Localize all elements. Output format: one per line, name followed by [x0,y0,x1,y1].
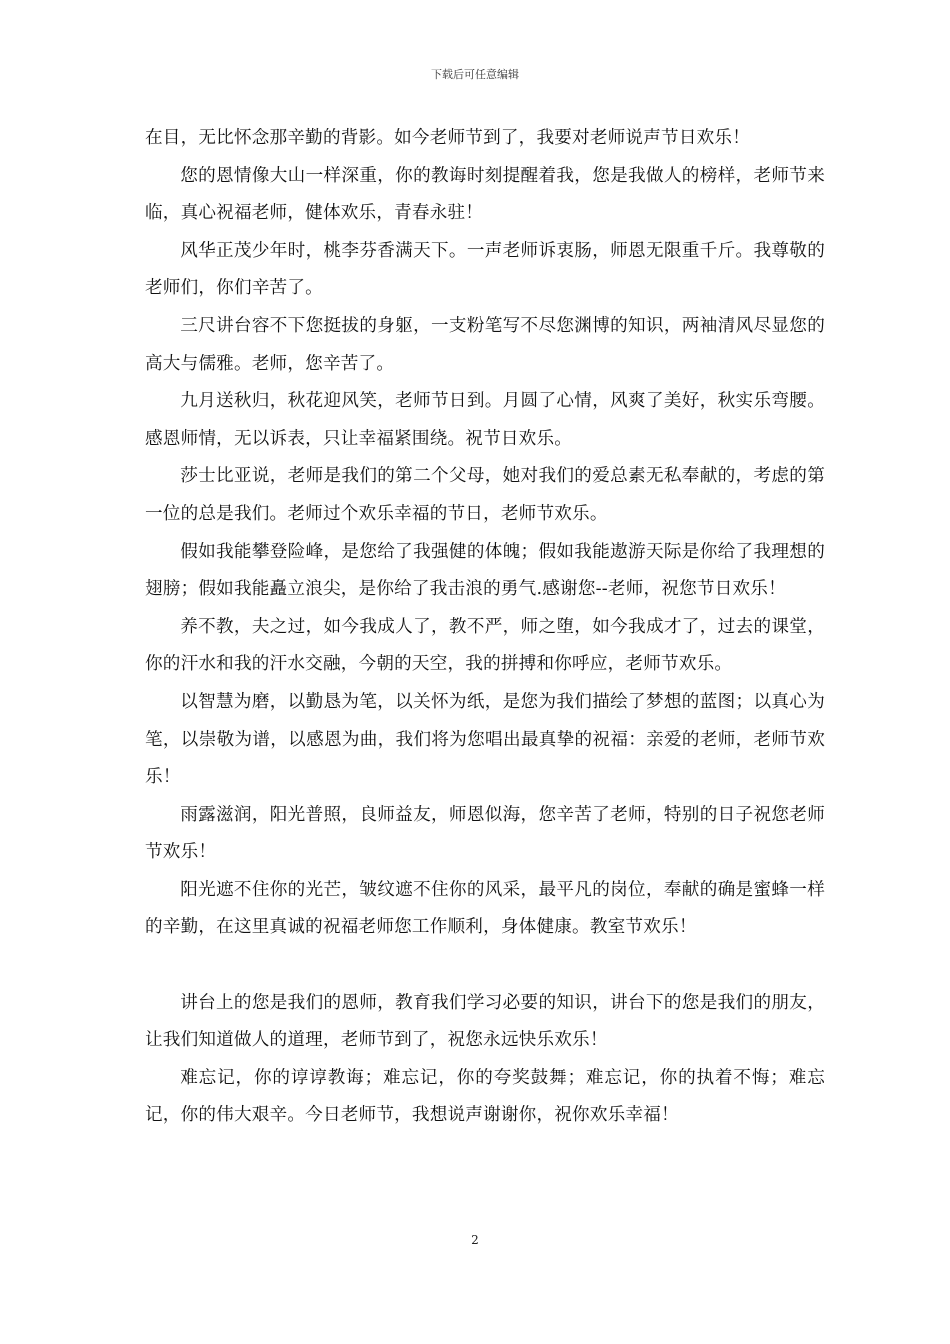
paragraph-12: 讲台上的您是我们的恩师，教育我们学习必要的知识，讲台下的您是我们的朋友，让我们知道做人的道理，老师节到了，祝您永远快乐欢乐！ [145,992,825,1051]
paragraph-10: 雨露滋润，阳光普照，良师益友，师恩似海，您辛苦了老师，特别的日子祝您老师节欢乐！ [145,804,825,863]
paragraph-4: 三尺讲台容不下您挺拔的身躯，一支粉笔写不尽您渊博的知识，两袖清风尽显您的高大与儒雅。老师，您辛苦了。 [145,315,825,374]
paragraph-5: 九月送秋归，秋花迎风笑，老师节日到。月圆了心情，风爽了美好，秋实乐弯腰。感恩师情，无以诉表，只让幸福紧围绕。祝节日欢乐。 [145,391,825,449]
blank-line [145,947,825,985]
document-body [145,120,825,1135]
paragraph-7: 假如我能攀登险峰，是您给了我强健的体魄；假如我能遨游天际是你给了我理想的翅膀；假如我能矗立浪尖，是你给了我击浪的勇气.感谢您--老师，祝您节日欢乐！ [145,541,825,600]
page-header: 下载后可任意编辑 [431,68,519,81]
paragraph-3: 风华正茂少年时，桃李芬香满天下。一声老师诉衷肠，师恩无限重千斤。我尊敬的老师们，你们辛苦了。 [145,240,825,299]
paragraph-1: 在目，无比怀念那辛勤的背影。如今老师节到了，我要对老师说声节日欢乐！ [145,128,750,148]
paragraph-2: 您的恩情像大山一样深重，你的教诲时刻提醒着我，您是我做人的榜样，老师节来临，真心祝福老师，健体欢乐，青春永驻！ [145,165,825,224]
paragraph-13: 难忘记，你的谆谆教诲；难忘记，你的夸奖鼓舞；难忘记，你的执着不悔；难忘记，你的伟大艰辛。今日老师节，我想说声谢谢你，祝你欢乐幸福！ [145,1067,825,1126]
paragraph-8: 养不教，夫之过，如今我成人了，教不严，师之堕，如今我成才了，过去的课堂，你的汗水和我的汗水交融，今朝的天空，我的拼搏和你呼应，老师节欢乐。 [145,616,825,675]
paragraph-6: 莎士比亚说，老师是我们的第二个父母，她对我们的爱总素无私奉献的，考虑的第一位的总是我们。老师过个欢乐幸福的节日，老师节欢乐。 [145,466,825,524]
paragraph-11: 阳光遮不住你的光芒，皱纹遮不住你的风采，最平凡的岗位，奉献的确是蜜蜂一样的辛勤，在这里真诚的祝福老师您工作顺利，身体健康。教室节欢乐！ [145,879,825,938]
page-number: 2 [471,1233,479,1247]
paragraph-9: 以智慧为磨，以勤恳为笔，以关怀为纸，是您为我们描绘了梦想的蓝图；以真心为笔，以崇敬为谱，以感恩为曲，我们将为您唱出最真挚的祝福：亲爱的老师，老师节欢乐！ [145,691,825,788]
